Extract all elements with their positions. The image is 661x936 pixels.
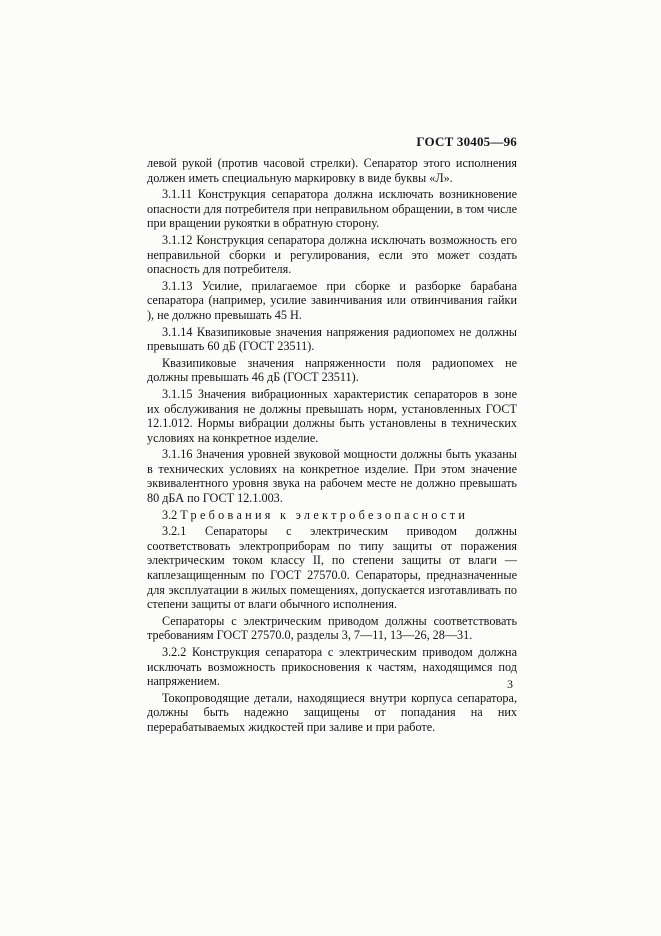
paragraph-3-1-16: 3.1.16 Значения уровней звуковой мощности должны быть указаны в технических условиях на конкретное изделие. При этом значение эквивалентного уровня звука на рабочем месте не должно превышать 80 дБА по ГОСТ 12.1.003. xyxy=(147,447,517,506)
paragraph-3-2-1: 3.2.1 Сепараторы с электрическим приводом должны соответствовать электроприборам по типу защиты от поражения электрическим током классу II, по степени защиты от влаги — каплезащищенным по ГОСТ 27570.0. Сепараторы, предназначенные для эксплуатации в жилых помещениях, допускается изготавливать по степени защиты от влаги обычного исполнения. xyxy=(147,524,517,612)
paragraph-3-1-12: 3.1.12 Конструкция сепаратора должна исключать возможность его неправильной сборки и регулирования, если это может создать опасность для потребителя. xyxy=(147,232,517,277)
page-number: 3 xyxy=(507,677,513,691)
section-heading-3-2 xyxy=(147,508,517,523)
section-title: Требования к электробезопасности xyxy=(180,507,469,522)
paragraph-3-1-13: 3.1.13 Усилие, прилагаемое при сборке и разборке барабана сепаратора (например, усилие завинчивания или отвинчивания гайки ), не должно превышать 45 Н. xyxy=(147,278,517,322)
document-body xyxy=(147,156,517,737)
paragraph-3-1-14: 3.1.14 Квазипиковые значения напряжения радиопомех не должны превышать 60 дБ (ГОСТ 23511). xyxy=(147,324,517,354)
paragraph-3-2-2: 3.2.2 Конструкция сепаратора с электрическим приводом должна исключать возможность прикосновения к частям, находящимся под напряжением. xyxy=(147,645,517,689)
paragraph-3-1-11: 3.1.11 Конструкция сепаратора должна исключать возникновение опасности для потребителя при неправильном обращении, в том числе при вращении рукоятки в обратную сторону. xyxy=(147,187,517,231)
document-code-header: ГОСТ 30405—96 xyxy=(416,134,517,149)
paragraph-conductive-parts: Токопроводящие детали, находящиеся внутри корпуса сепаратора, должны быть надежно защищены от попадания на них перерабатываемых жидкостей при заливе и при работе. xyxy=(147,690,517,734)
paragraph-continuation: левой рукой (против часовой стрелки). Сепаратор этого исполнения должен иметь специальную маркировку в виде буквы «Л». xyxy=(147,156,517,185)
paragraph-3-1-15: 3.1.15 Значения вибрационных характеристик сепараторов в зоне их обслуживания не должны превышать норм, установленных ГОСТ 12.1.012. Нормы вибрации должны быть установлены в технических условиях на конкретное изделие. xyxy=(147,386,517,445)
section-number: 3.2 xyxy=(162,507,178,522)
paragraph-field-strength: Квазипиковые значения напряженности поля радиопомех не должны превышать 46 дБ (ГОСТ 23511). xyxy=(147,355,517,385)
paragraph-electric-requirements: Сепараторы с электрическим приводом должны соответствовать требованиям ГОСТ 27570.0, разделы 3, 7—11, 13—26, 28—31. xyxy=(147,613,517,643)
